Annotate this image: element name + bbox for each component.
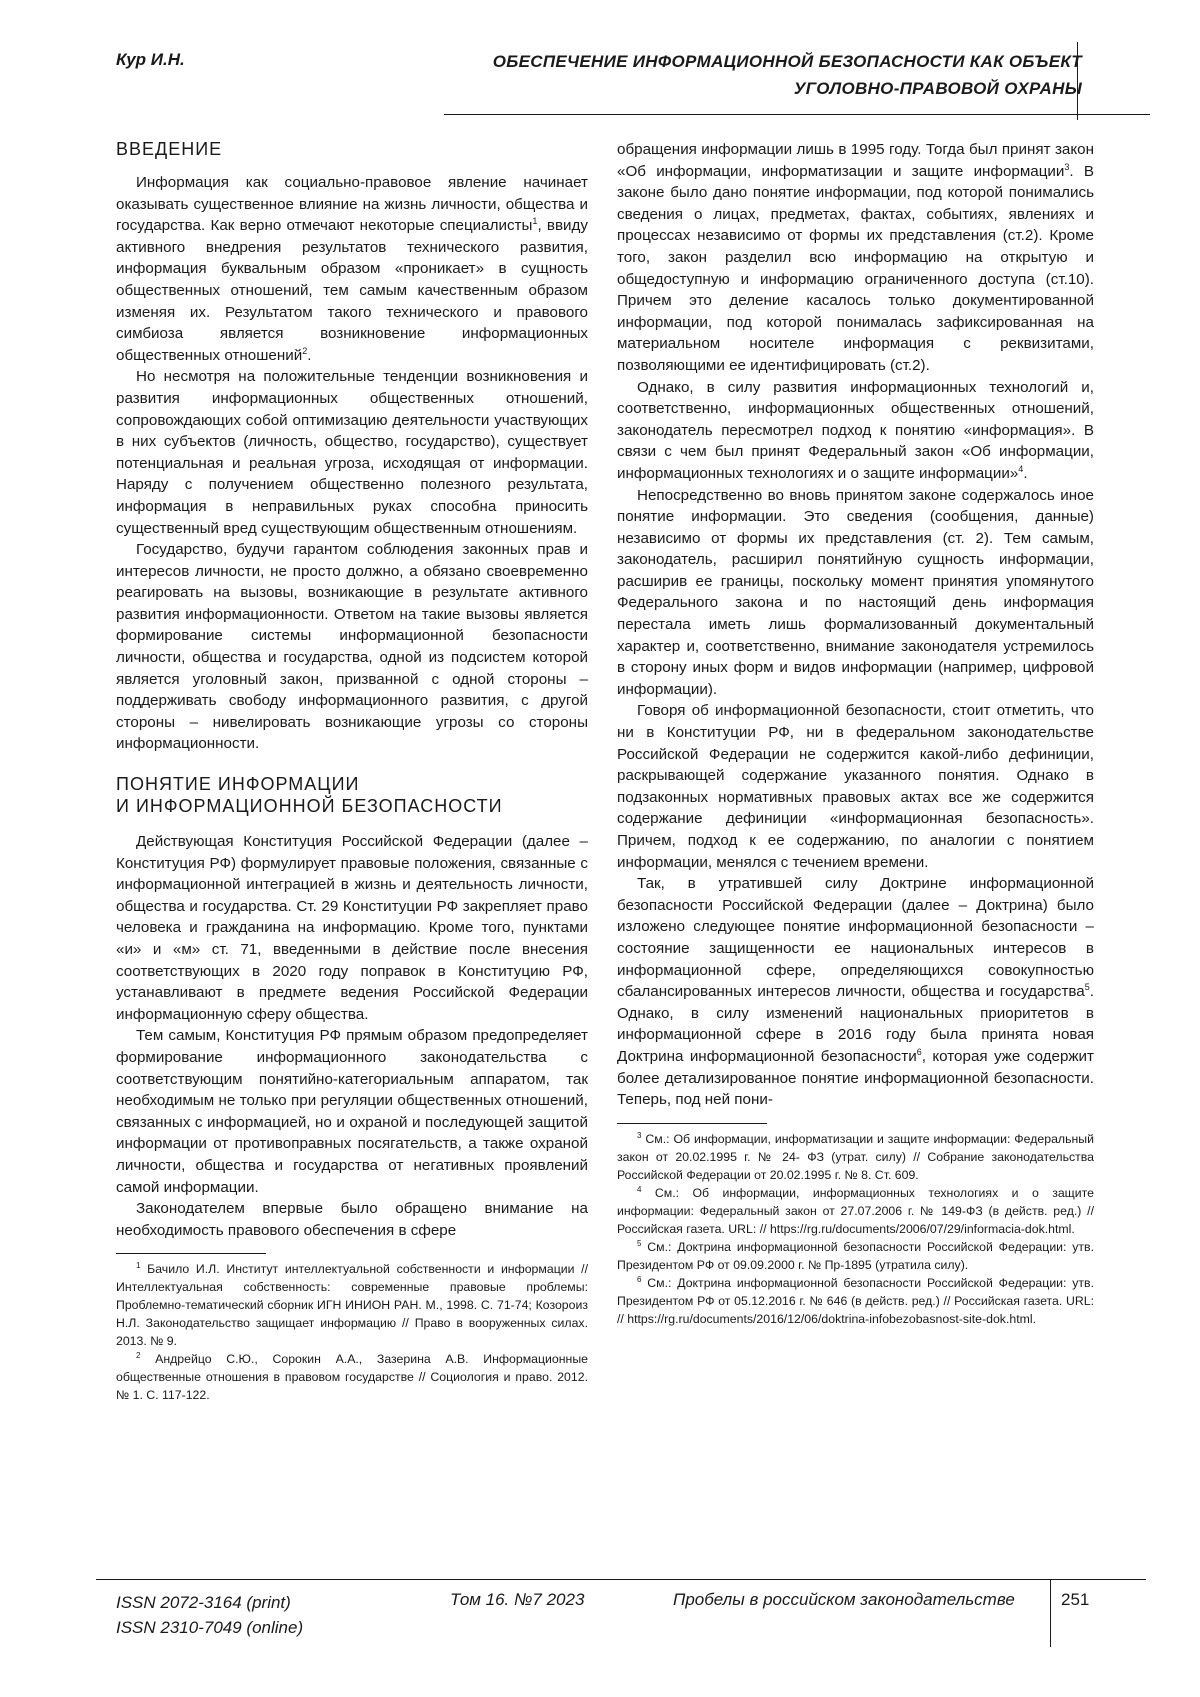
- footnote-ref: 3: [1064, 162, 1069, 172]
- footnote-ref: 6: [917, 1047, 922, 1057]
- section-heading-introduction: ВВЕДЕНИЕ: [116, 138, 588, 160]
- right-column: [617, 139, 1094, 1328]
- paragraph: Информация как социально-правовое явление начинает оказывать существенное влияние на жизнь личности, общества и государства. Как верно отмечают некоторые специалисты1, ввиду активного внедрения результатов технического развития, информация буквальным образом «проникает» в сущность общественных отношений, тем самым качественным образом изменяя их. Результатом такого технического и правового симбиоза является возникновение информационных общественных отношений2.: [116, 172, 588, 366]
- footer-vertical-rule: [1050, 1579, 1051, 1647]
- paragraph: Тем самым, Конституция РФ прямым образом предопределяет формирование информационного законодательства с соответствующим понятийно-категориальным аппаратом, так необходимым не только при регуляции общественных отношений, связанных с информацией, но и охраной и последующей защитой информации от противоправных посягательств, а также охраной личности, общества и государства от негативных проявлений самой информации.: [116, 1025, 588, 1198]
- footnote-2: 2 Андрейцо С.Ю., Сорокин А.А., Зазерина А.В. Информационные общественные отношения в правовом государстве // Социология и право. 2012. № 1. С. 117-122.: [116, 1350, 588, 1404]
- footnote-divider: [617, 1123, 767, 1124]
- footer-volume: Том 16. №7 2023: [450, 1590, 584, 1610]
- issn-online: ISSN 2310-7049 (online): [116, 1615, 303, 1640]
- issn-print: ISSN 2072-3164 (print): [116, 1590, 303, 1615]
- footnote-ref: 2: [302, 346, 307, 356]
- running-head-title-line-1: ОБЕСПЕЧЕНИЕ ИНФОРМАЦИОННОЙ БЕЗОПАСНОСТИ КАК ОБЪЕКТ: [362, 48, 1082, 75]
- running-head-author: Кур И.Н.: [116, 50, 185, 70]
- page-number: 251: [1061, 1590, 1089, 1610]
- footnote-5: 5 См.: Доктрина информационной безопасности Российской Федерации: утв. Президентом РФ от 09.09.2000 г. № Пр-1895 (утратила силу).: [617, 1238, 1094, 1274]
- left-column: [116, 138, 588, 1404]
- footer-journal-name: Пробелы в российском законодательстве: [673, 1590, 1015, 1610]
- footnote-ref: 4: [1018, 464, 1023, 474]
- footnote-divider: [116, 1253, 266, 1254]
- paragraph: Непосредственно во вновь принятом законе содержалось иное понятие информации. Это сведения (сообщения, данные) независимо от формы их представления (ст. 2). Тем самым, законодатель, расширил понятийную сущность информации, расширив ее границы, поскольку момент принятия упомянутого Федерального закона и по настоящий день информация перестала иметь лишь формализованный документальный характер и, соответственно, внимание законодателя устремилось в сторону иных форм и видов информации (например, цифровой информации).: [617, 485, 1094, 701]
- footnote-3: 3 См.: Об информации, информатизации и защите информации: Федеральный закон от 20.02.1995 г. № 24- ФЗ (утрат. силу) // Собрание законодательства Российской Федерации от 20.02.1995 г. № 8. Ст. 609.: [617, 1130, 1094, 1184]
- paragraph: обращения информации лишь в 1995 году. Тогда был принят закон «Об информации, информатизации и защите информации3. В законе было дано понятие информации, под которой понимались сведения о лицах, предметах, фактах, событиях, явлениях и процессах независимо от формы их представления (ст.2). Кроме того, закон разделил всю информацию на открытую и общедоступную и информацию ограниченного доступа (ст.10). Причем это деление касалось только документированной информации, под которой понималась зафиксированная на материальном носителе информация с реквизитами, позволяющими ее идентифицировать (ст.2).: [617, 139, 1094, 377]
- footnote-ref: 5: [1085, 982, 1090, 992]
- footnote-6: 6 См.: Доктрина информационной безопасности Российской Федерации: утв. Президентом РФ от 05.12.2016 г. № 646 (в действ. ред.) // Российская газета. URL: // https://rg.ru/documents/2016/12/06/doktrina-infobezobasnost-site-dok.html.: [617, 1274, 1094, 1328]
- paragraph: Действующая Конституция Российской Федерации (далее – Конституция РФ) формулирует правовые положения, связанные с информационной интеграцией в жизнь и деятельность личности, общества и государства. Ст. 29 Конституции РФ закрепляет право человека и гражданина на информацию. Кроме того, пунктами «и» и «м» ст. 71, введенными в действие после внесения соответствующих в 2020 году поправок в Конституцию РФ, устанавливают в предмете ведения Российской Федерации информационную сферу общества.: [116, 831, 588, 1025]
- running-head-title-line-2: УГОЛОВНО-ПРАВОВОЙ ОХРАНЫ: [362, 75, 1082, 102]
- paragraph: Так, в утратившей силу Доктрине информационной безопасности Российской Федерации (далее – Доктрина) было изложено следующее понятие информационной безопасности – состояние защищенности ее национальных интересов в информационной сфере, определяющихся совокупностью сбалансированных интересов личности, общества и государства5. Однако, в силу изменений национальных приоритетов в информационной сфере в 2016 году была принята новая Доктрина информационной безопасности6, которая уже содержит более детализированное понятие информационной безопасности. Теперь, под ней пони-: [617, 873, 1094, 1111]
- paragraph: Государство, будучи гарантом соблюдения законных прав и интересов личности, не просто должно, а обязано своевременно реагировать на вызовы, возникающие в результате активного развития информационности. Ответом на такие вызовы является формирование системы информационной безопасности личности, общества и государства, одной из подсистем которой является уголовный закон, призванной с одной стороны – поддерживать свободу информационного развития, с другой стороны – нивелировать возникающие угрозы со стороны информационности.: [116, 539, 588, 755]
- footnote-ref: 1: [532, 216, 537, 226]
- footnote-1: 1 Бачило И.Л. Институт интеллектуальной собственности и информации // Интеллектуальная собственность: современные правовые проблемы: Проблемно-тематический сборник ИГН ИНИОН РАН. М., 1998. С. 71-74; Козороиз Н.Л. Законодательство защищает информацию // Право в вооруженных силах. 2013. № 9.: [116, 1260, 588, 1350]
- paragraph: Законодателем впервые было обращено внимание на необходимость правового обеспечения в сфере: [116, 1198, 588, 1241]
- paragraph: Но несмотря на положительные тенденции возникновения и развития информационных общественных отношений, сопровождающих собой оптимизацию деятельности участвующих в них субъектов (личность, общество, государство), существует потенциальная и реальная угроза, исходящая от информации. Наряду с получением общественно полезного результата, информация в неправильных руках способна приносить существенный вред существующим общественным отношениям.: [116, 366, 588, 539]
- paragraph: Говоря об информационной безопасности, стоит отметить, что ни в Конституции РФ, ни в федеральном законодательстве Российской Федерации не содержится какой-либо дефиниции, раскрывающей содержание указанного понятия. Однако в подзаконных нормативных правовых актах все же содержится содержание дефиниции «информационная безопасность». Причем, подход к ее содержанию, по аналогии с понятием информации, менялся с течением времени.: [617, 700, 1094, 873]
- section-heading-concept: ПОНЯТИЕ ИНФОРМАЦИИ И ИНФОРМАЦИОННОЙ БЕЗОПАСНОСТИ: [116, 773, 588, 817]
- paragraph: Однако, в силу развития информационных технологий и, соответственно, информационных общественных отношений, законодатель пересмотрел подход к понятию «информация». В связи с чем был принят Федеральный закон «Об информации, информационных технологиях и о защите информации»4.: [617, 377, 1094, 485]
- footnote-4: 4 См.: Об информации, информационных технологиях и о защите информации: Федеральный закон от 27.07.2006 г. № 149-ФЗ (в действ. ред.) // Российская газета. URL: // https://rg.ru/documents/2006/07/29/informacia-dok.html.: [617, 1184, 1094, 1238]
- footer-issn: [116, 1590, 303, 1640]
- footer-horizontal-rule: [96, 1579, 1146, 1580]
- running-head-title: [362, 48, 1082, 102]
- header-horizontal-rule: [444, 114, 1150, 115]
